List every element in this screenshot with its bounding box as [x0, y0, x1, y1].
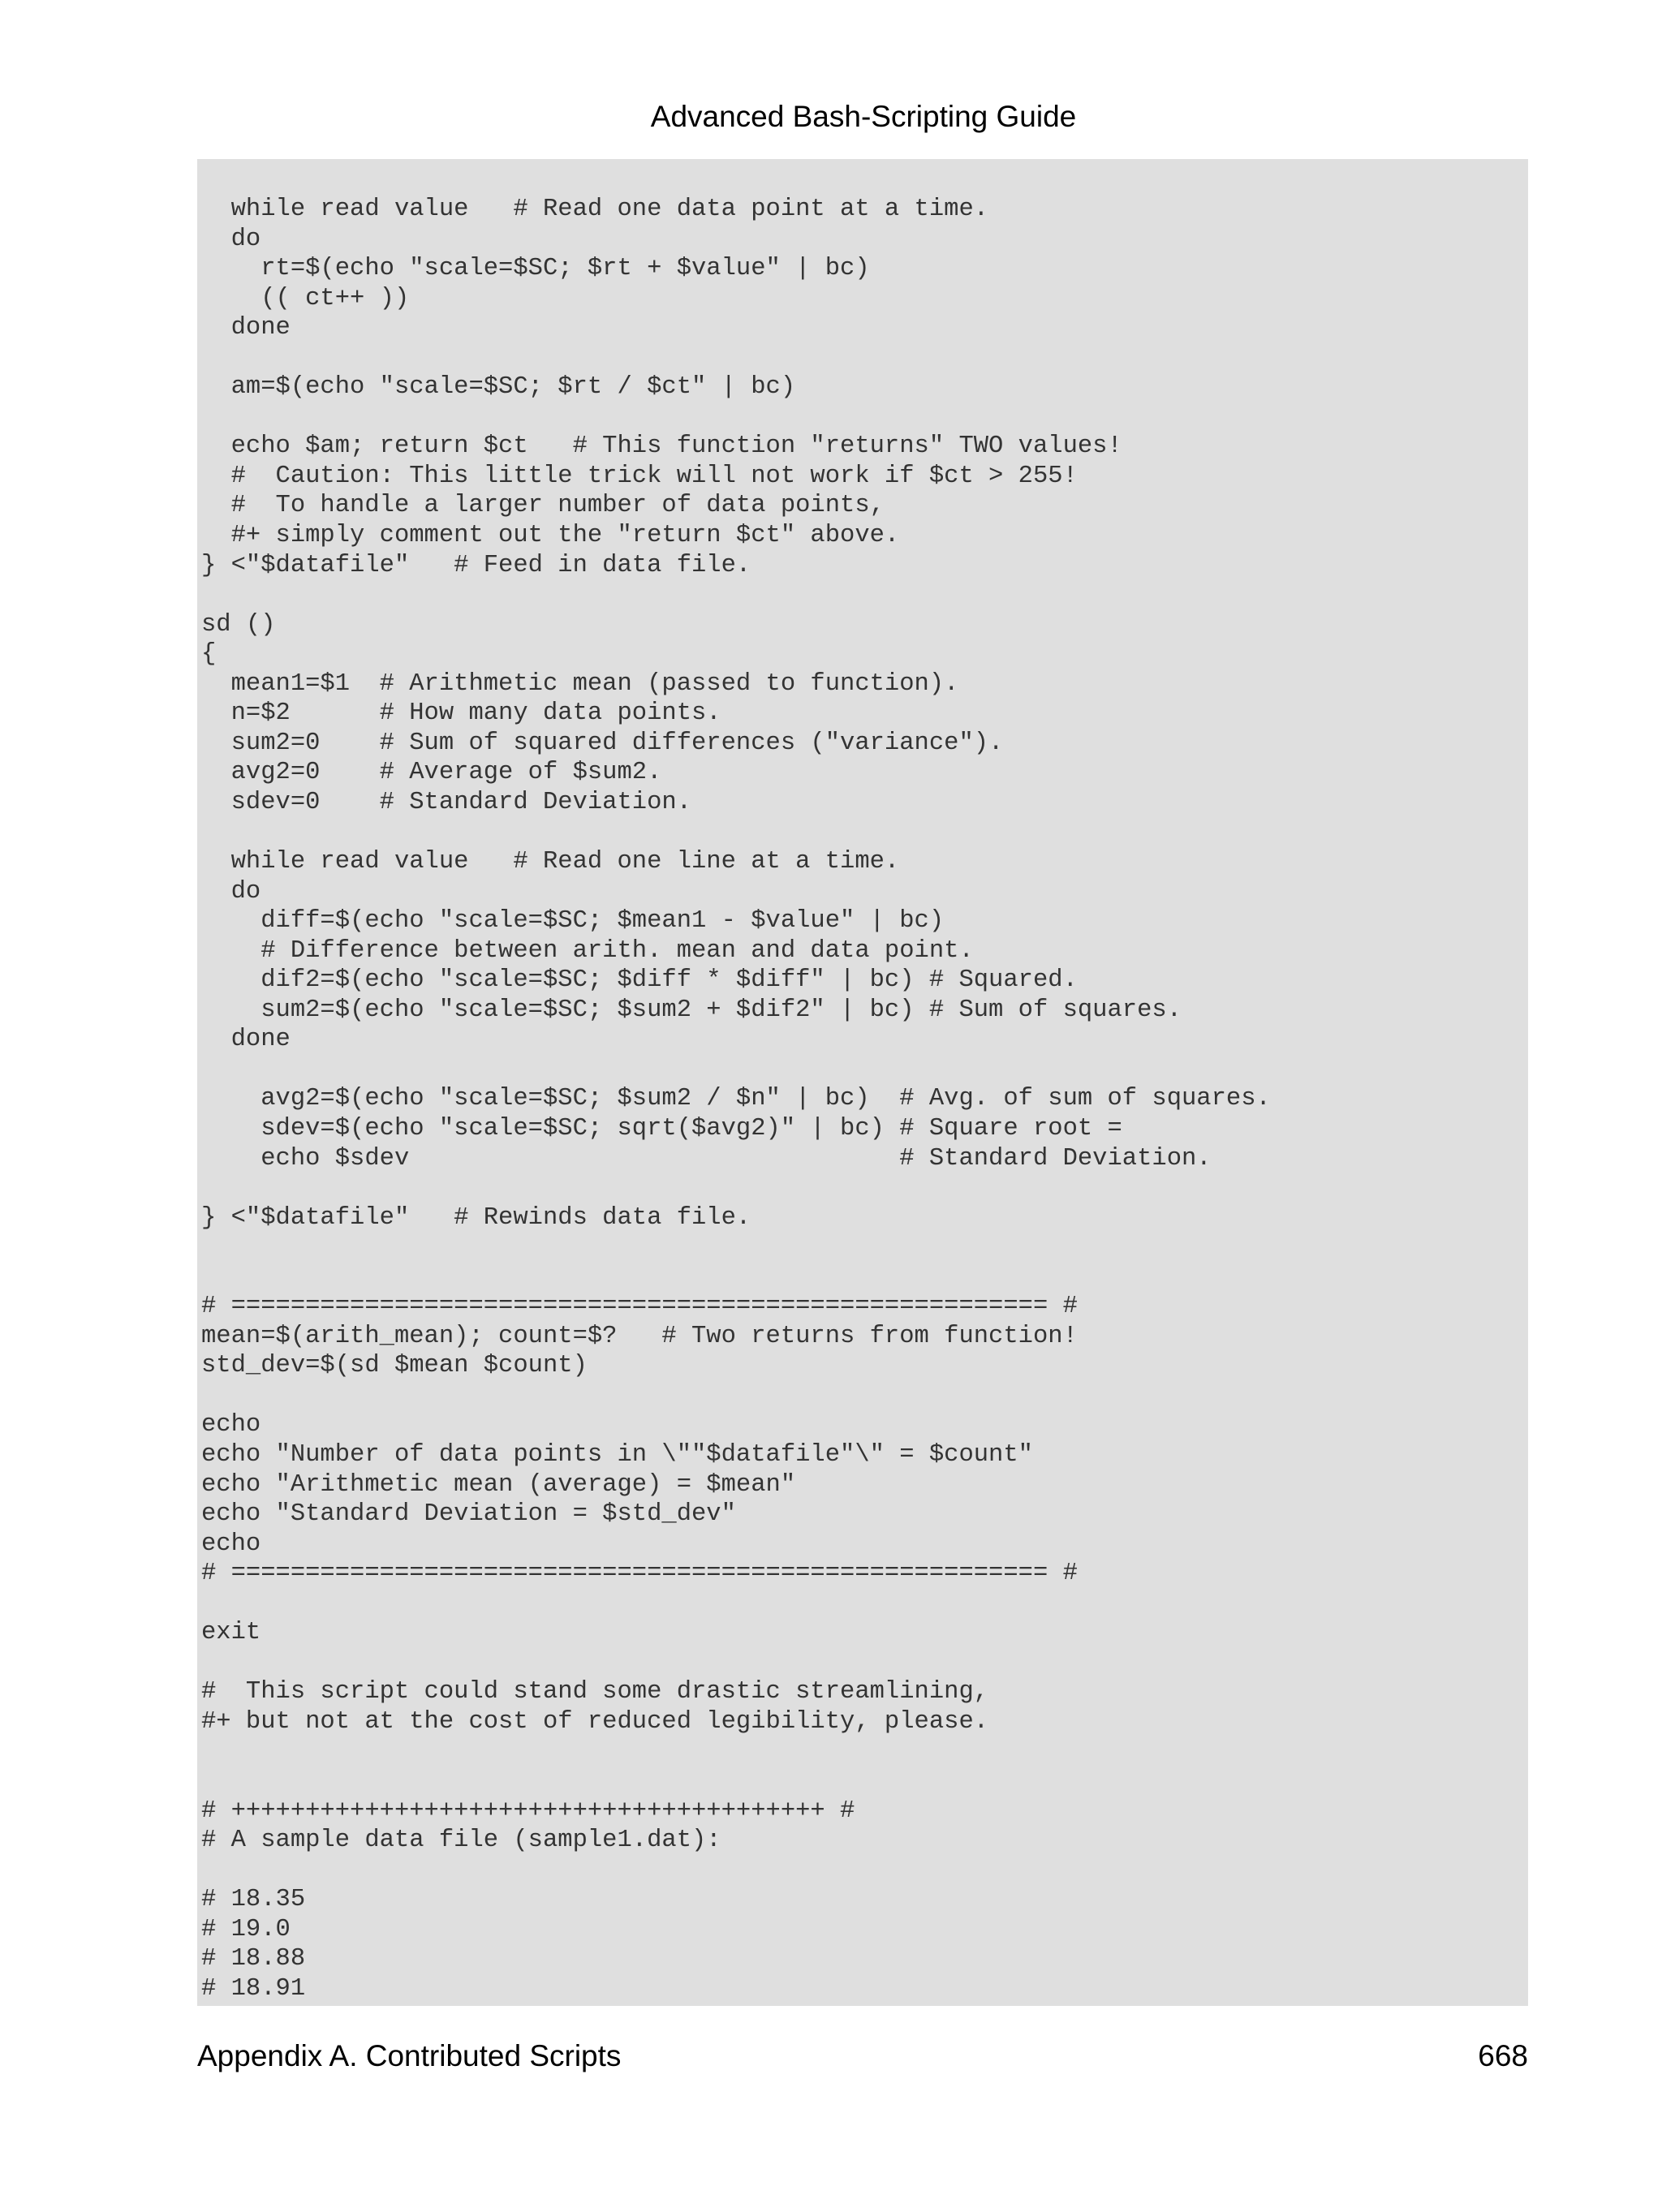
code-line: sum2=$(echo "scale=$SC; $sum2 + $dif2" | bc) # Sum of squares. — [201, 996, 1182, 1024]
page-header: Advanced Bash-Scripting Guide — [650, 100, 1077, 133]
code-line — [201, 1233, 1271, 1263]
code-line: done — [201, 314, 291, 342]
code-line: sd () — [201, 610, 276, 639]
code-line: # 18.35 — [201, 1886, 306, 1914]
code-line — [201, 343, 1271, 373]
code-line — [201, 1173, 1271, 1203]
code-line — [201, 402, 1271, 433]
code-line — [201, 1055, 1271, 1085]
footer-page-number: 668 — [1478, 2039, 1528, 2072]
code-line — [201, 1856, 1271, 1886]
code-line: #+ but not at the cost of reduced legibility, please. — [201, 1707, 989, 1736]
code-line: echo — [201, 1530, 261, 1558]
code-line: dif2=$(echo "scale=$SC; $diff * $diff" | bc) # Squared. — [201, 966, 1078, 995]
code-line: # ++++++++++++++++++++++++++++++++++++++++ # — [201, 1797, 855, 1825]
footer-section-title: Appendix A. Contributed Scripts — [197, 2039, 622, 2072]
code-line: avg2=$(echo "scale=$SC; $sum2 / $n" | bc) # Avg. of sum of squares. — [201, 1085, 1271, 1113]
code-line — [201, 1736, 1271, 1767]
code-line — [201, 1648, 1271, 1678]
code-line: # This script could stand some drastic streamlining, — [201, 1678, 989, 1706]
code-line: am=$(echo "scale=$SC; $rt / $ct" | bc) — [201, 373, 796, 402]
code-lines — [201, 195, 1271, 2003]
code-line: # To handle a larger number of data points, — [201, 492, 885, 520]
code-line: sdev=$(echo "scale=$SC; sqrt($avg2)" | bc) # Square root = — [201, 1114, 1122, 1143]
code-line: # 19.0 — [201, 1915, 291, 1943]
code-line — [201, 580, 1271, 610]
code-line — [201, 1767, 1271, 1797]
code-line: sdev=0 # Standard Deviation. — [201, 788, 691, 816]
code-line: while read value # Read one data point at a time. — [201, 196, 989, 223]
code-line: echo "Standard Deviation = $std_dev" — [201, 1500, 736, 1529]
code-line: (( ct++ )) — [201, 284, 410, 312]
code-line: std_dev=$(sd $mean $count) — [201, 1352, 588, 1380]
code-line: avg2=0 # Average of $sum2. — [201, 759, 662, 787]
code-line — [201, 1263, 1271, 1293]
code-line: { — [201, 640, 217, 669]
code-line: # Difference between arith. mean and data point. — [201, 936, 974, 965]
code-line: mean=$(arith_mean); count=$? # Two returns from function! — [201, 1322, 1078, 1350]
code-line: echo "Number of data points in \""$datafile"\" = $count" — [201, 1440, 1033, 1469]
code-line: } <"$datafile" # Rewinds data file. — [201, 1203, 751, 1232]
code-line: do — [201, 225, 261, 253]
code-line: echo "Arithmetic mean (average) = $mean" — [201, 1470, 796, 1499]
code-line: echo — [201, 1411, 261, 1440]
code-line: # A sample data file (sample1.dat): — [201, 1827, 721, 1855]
code-line: done — [201, 1026, 291, 1054]
code-line — [201, 1589, 1271, 1619]
code-line: # ======================================================= # — [201, 1293, 1078, 1321]
code-line: # ======================================================= # — [201, 1560, 1078, 1588]
code-line — [201, 817, 1271, 847]
code-line: # 18.91 — [201, 1974, 306, 2003]
code-line: } <"$datafile" # Feed in data file. — [201, 551, 751, 579]
code-line: n=$2 # How many data points. — [201, 699, 721, 728]
code-line: # 18.88 — [201, 1945, 306, 1973]
code-line: echo $sdev # Standard Deviation. — [201, 1144, 1212, 1173]
code-line: mean1=$1 # Arithmetic mean (passed to function). — [201, 669, 959, 698]
code-line: # Caution: This little trick will not work if $ct > 255! — [201, 462, 1078, 490]
code-line: do — [201, 877, 261, 906]
code-line: echo $am; return $ct # This function "returns" TWO values! — [201, 433, 1122, 461]
code-line: rt=$(echo "scale=$SC; $rt + $value" | bc) — [201, 255, 870, 283]
code-line: while read value # Read one line at a time. — [201, 848, 900, 876]
code-line: #+ simply comment out the "return $ct" above. — [201, 522, 900, 550]
code-line: sum2=0 # Sum of squared differences ("variance"). — [201, 729, 1004, 757]
code-block — [197, 159, 1528, 2006]
code-line: diff=$(echo "scale=$SC; $mean1 - $value" | bc) — [201, 907, 945, 936]
code-line: exit — [201, 1619, 261, 1647]
code-line — [201, 1381, 1271, 1411]
